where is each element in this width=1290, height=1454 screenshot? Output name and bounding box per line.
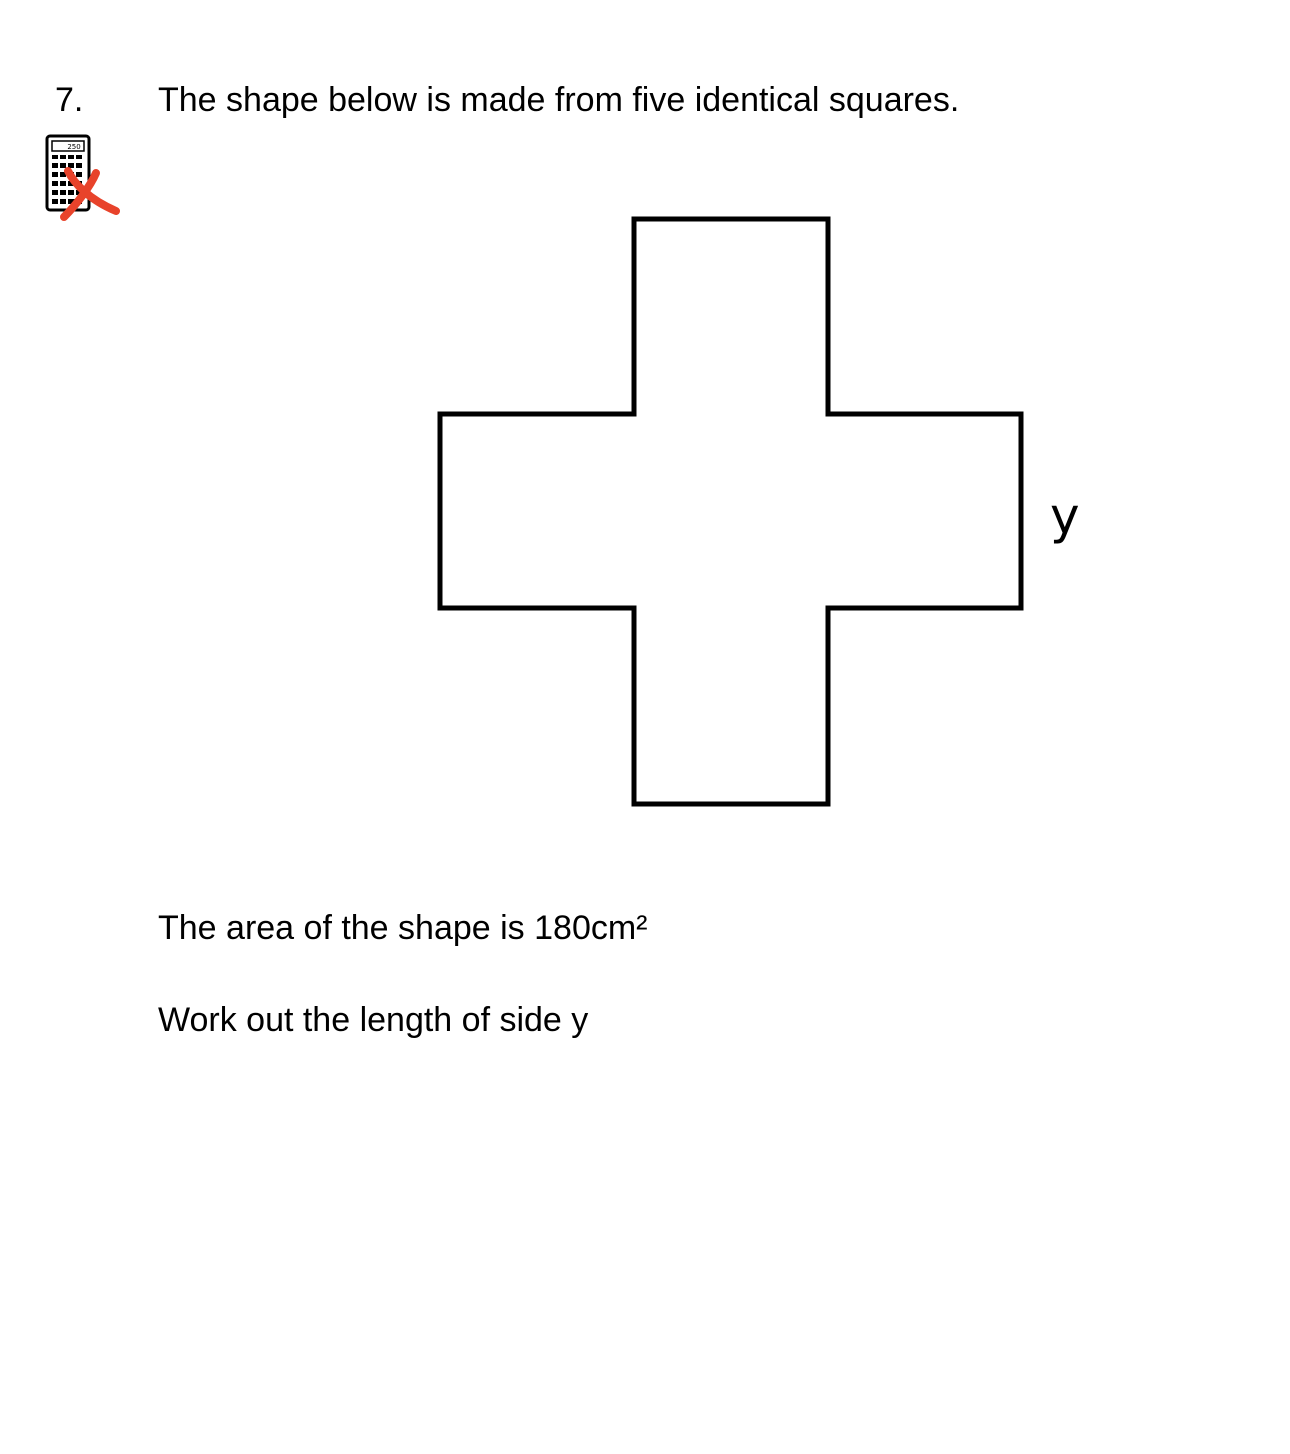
- area-statement: The area of the shape is 180cm²: [158, 909, 648, 947]
- question-intro: The shape below is made from five identical squares.: [158, 81, 960, 119]
- no-calculator-icon: [44, 133, 120, 223]
- task-statement: Work out the length of side y: [158, 1001, 589, 1039]
- plus-shape-outline: [440, 219, 1021, 804]
- side-y-label: y: [1050, 487, 1080, 545]
- calculator-display: 250: [67, 143, 81, 151]
- question-number: 7.: [55, 81, 84, 119]
